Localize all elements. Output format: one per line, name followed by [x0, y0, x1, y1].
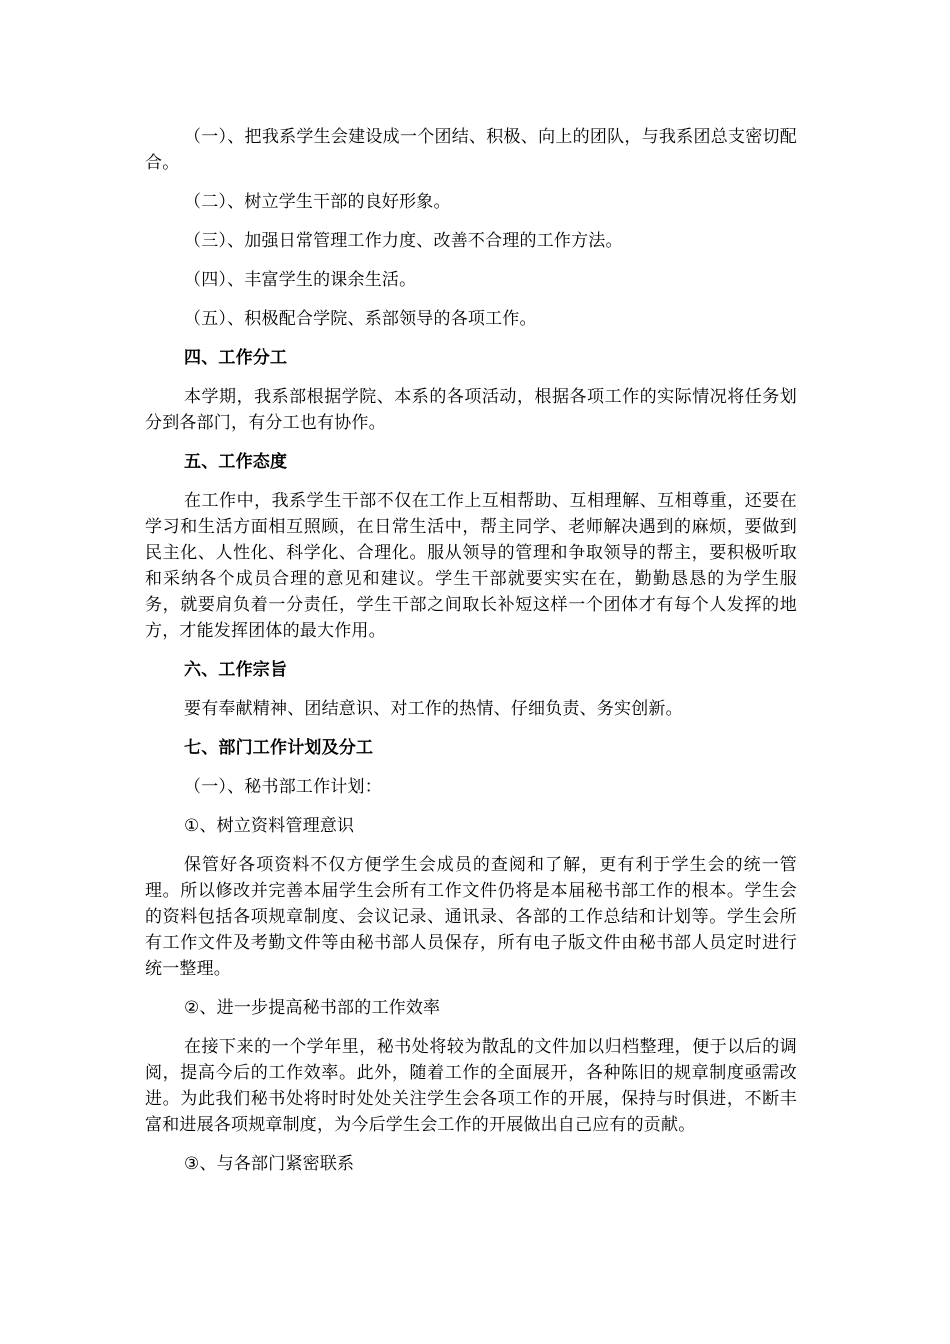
section-heading-plans: 七、部门工作计划及分工 [184, 738, 374, 758]
item-heading-records: ①、树立资料管理意识 [184, 816, 355, 836]
paragraph-item-3: （三）、加强日常管理工作力度、改善不合理的工作方法。 [184, 231, 623, 251]
paragraph-attitude: 在工作中，我系学生干部不仅在工作上互相帮助、互相理解、互相尊重，还要在学习和生活方面相互照顾，在日常生活中，帮主同学、老师解决遇到的麻烦，要做到民主化、人性化、科学化、合理化。服从领导的管理和争取领导的帮主，要积极听取和采纳各个成员合理的意见和建议。学生干部就要实实在在，勤勤恳恳的为学生服务，就要肩负着一分责任，学生干部之间取长补短这样一个团体才有每个人发挥的地方，才能发挥团体的最大作用。 [145, 491, 797, 641]
item-heading-efficiency: ②、进一步提高秘书部的工作效率 [184, 998, 441, 1018]
paragraph-item-1: （一）、把我系学生会建设成一个团结、积极、向上的团队，与我系团总支密切配合。 [145, 127, 797, 173]
section-heading-purpose: 六、工作宗旨 [184, 660, 288, 680]
paragraph-records: 保管好各项资料不仅方便学生会成员的查阅和了解，更有利于学生会的统一管理。所以修改并完善本届学生会所有工作文件仍将是本届秘书部工作的根本。学生会的资料包括各项规章制度、会议记录、通讯录、各部的工作总结和计划等。学生会所有工作文件及考勤文件等由秘书部人员保存，所有电子版文件由秘书部人员定时进行统一整理。 [145, 855, 797, 979]
paragraph-item-5: （五）、积极配合学院、系部领导的各项工作。 [184, 309, 537, 329]
paragraph-item-4: （四）、丰富学生的课余生活。 [184, 270, 417, 290]
document-page [145, 124, 797, 1190]
paragraph-purpose: 要有奉献精神、团结意识、对工作的热情、仔细负责、务实创新。 [184, 699, 683, 719]
paragraph-division: 本学期，我系部根据学院、本系的各项活动，根据各项工作的实际情况将任务划分到各部门，有分工也有协作。 [145, 387, 797, 433]
subsection-secretariat: （一）、秘书部工作计划： [184, 777, 382, 797]
item-heading-contact: ③、与各部门紧密联系 [184, 1154, 355, 1174]
section-heading-attitude: 五、工作态度 [184, 452, 288, 472]
paragraph-efficiency: 在接下来的一个学年里，秘书处将较为散乱的文件加以归档整理，便于以后的调阅，提高今后的工作效率。此外，随着工作的全面展开，各种陈旧的规章制度亟需改进。为此我们秘书处将时时处处关注学生会各项工作的开展，保持与时俱进，不断丰富和进展各项规章制度，为今后学生会工作的开展做出自己应有的贡献。 [145, 1037, 797, 1135]
section-heading-division: 四、工作分工 [184, 348, 288, 368]
paragraph-item-2: （二）、树立学生干部的良好形象。 [184, 192, 451, 212]
